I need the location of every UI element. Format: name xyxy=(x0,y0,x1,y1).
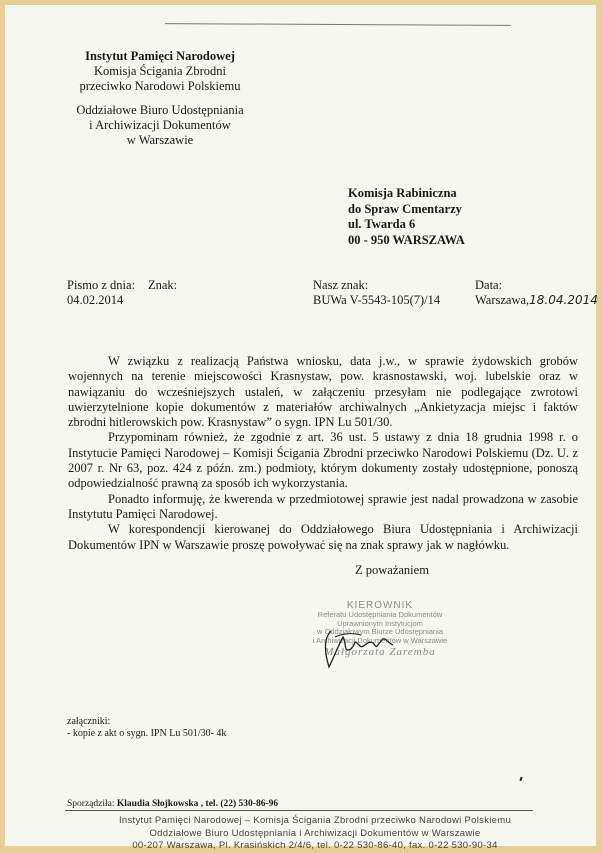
stamp-line-2: Uprawnionym Instytucjom xyxy=(337,618,423,628)
date-block xyxy=(475,278,598,308)
body-paragraph: W związku z realizacją Państwa wniosku, data j.w., w sprawie żydowskich grobów wojennych na terenie miejscowości Krasnystaw, pow. krasnostawski, woj. lubelskie oraz w nawiązaniu do wcześniejszych ustaleń, w załączeniu przesyłam nie podlegające zwrotowi uwierzytelnione kopie dokumentów z materiałów archiwalnych „Ankietyzacja miejsc i faktów zbrodni hitlerowskich pow. Krasnystaw” o sygn. IPN Lu 501/30. xyxy=(68,354,578,430)
institution-name: Instytut Pamięci Narodowej xyxy=(85,49,235,63)
letter-date-label: Pismo z dnia: xyxy=(67,278,136,292)
recipient-line-1: Komisja Rabiniczna xyxy=(348,186,457,200)
body-paragraph: Ponadto informuję, że kwerenda w przedmiotowej sprawie jest nadal prowadzona w zasobie Instytutu Pamięci Narodowej. xyxy=(68,491,578,521)
stamp-name: Małgorzata Zaremba xyxy=(324,646,436,658)
signature-icon xyxy=(313,619,403,679)
attachments-label: załączniki: xyxy=(67,716,111,727)
document-page xyxy=(5,5,598,851)
top-rule xyxy=(165,23,511,26)
stamp-line-4: i Archiwizacji Dokumentów w Warszawie xyxy=(312,635,448,645)
recipient-line-4: 00 - 950 WARSZAWA xyxy=(348,232,465,247)
date-place: Warszawa, xyxy=(475,293,530,307)
office-line-1: Oddziałowe Biuro Udostępniania xyxy=(76,103,244,117)
prepared-by-value: Klaudia Słojkowska , tel. (22) 530-86-96 xyxy=(116,799,279,809)
our-sign-block xyxy=(313,278,440,308)
footer-rule xyxy=(65,810,533,811)
recipient-line-2: do Spraw Cmentarzy xyxy=(348,201,462,216)
sign-block xyxy=(148,278,177,293)
commission-line-2: przeciwko Narodowi Polskiemu xyxy=(79,79,241,93)
our-sign-label: Nasz znak: xyxy=(313,278,369,292)
stamp-title: KIEROWNIK xyxy=(346,600,414,611)
letterhead xyxy=(65,49,255,148)
attachments xyxy=(67,716,226,740)
footer xyxy=(105,815,525,853)
office-line-3: w Warszawie xyxy=(126,133,194,147)
our-sign-value: BUWa V-5543-105(7)/14 xyxy=(313,293,441,307)
handwritten-date: 18.04.2014 xyxy=(529,293,598,307)
footer-line-3: 00-207 Warszawa, Pl. Krasińskich 2/4/6, tel. 0-22 530-86-40, fax. 0-22 530-90-34 xyxy=(132,840,498,851)
footer-line-2: Oddziałowe Biuro Udostępniania i Archiwizacji Dokumentów w Warszawie xyxy=(149,827,481,839)
office-line-2: i Archiwizacji Dokumentów xyxy=(89,118,231,132)
prepared-by-label: Sporządziła: xyxy=(67,799,115,809)
date-label: Data: xyxy=(475,278,503,292)
letter-date-block xyxy=(67,278,135,308)
body-paragraph: Przypominam również, że zgodnie z art. 36 ust. 5 ustawy z dnia 18 grudnia 1998 r. o Instytucie Pamięci Narodowej – Komisji Ścigania Zbrodni przeciwko Narodowi Polskiemu (Dz. U. z 2007 r. Nr 63, poz. 424 z późn. zm.) podmioty, którym dokumenty zostały udostępnione, ponoszą odpowiedzialność prawną za sposób ich wykorzystania. xyxy=(68,430,578,491)
recipient-address xyxy=(348,186,465,248)
sign-label: Znak: xyxy=(148,278,178,292)
closing: Z poważaniem xyxy=(355,563,429,577)
ink-mark xyxy=(519,777,522,781)
letter-date-value: 04.02.2014 xyxy=(67,293,124,307)
stamp-line-1: Referatu Udostępniania Dokumentów xyxy=(317,610,443,619)
commission-line-1: Komisja Ścigania Zbrodni xyxy=(94,64,226,78)
letter-body xyxy=(68,354,578,553)
stamp-line-3: w Oddziałowym Biurze Udostępniania xyxy=(317,627,443,636)
body-paragraph: W korespondencji kierowanej do Oddziałowego Biura Udostępniania i Archiwizacji Dokumentów IPN w Warszawie proszę powoływać się na znak sprawy jak w nagłówku. xyxy=(68,522,578,552)
prepared-by xyxy=(67,799,278,809)
footer-line-1: Instytut Pamięci Narodowej – Komisja Ścigania Zbrodni przeciwko Narodowi Polskiemu xyxy=(118,815,512,826)
recipient-line-3: ul. Twarda 6 xyxy=(348,217,416,231)
attachments-item: - kopie z akt o sygn. IPN Lu 501/30- 4k xyxy=(67,728,227,739)
